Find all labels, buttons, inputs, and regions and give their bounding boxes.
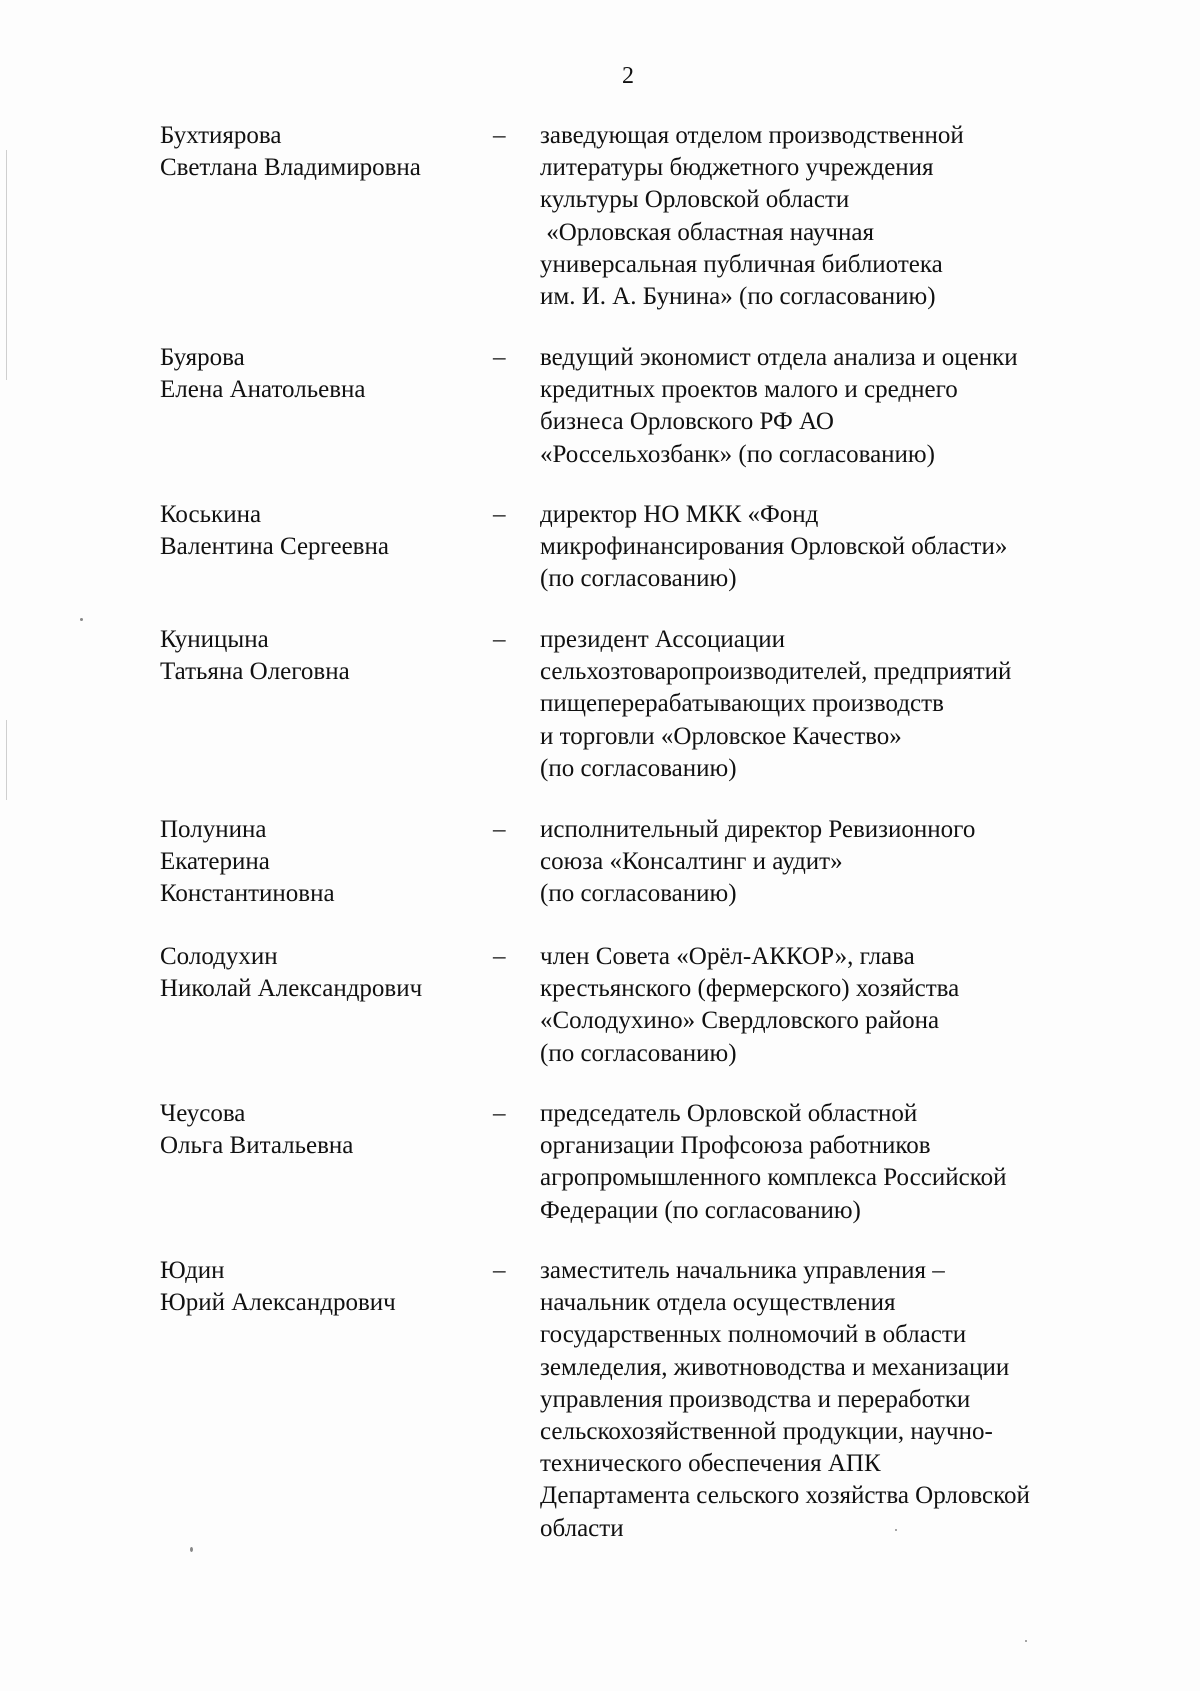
- member-name: [160, 941, 500, 1005]
- scan-speck: [190, 1547, 193, 1552]
- role-line: микрофинансирования Орловской области»: [540, 533, 1008, 561]
- role-line: (по согласованию): [540, 754, 737, 782]
- role-line: культуры Орловской области: [540, 186, 850, 214]
- member-patronymic: Константиновна: [160, 880, 335, 908]
- separator-dash: –: [493, 626, 506, 653]
- role-line: организации Профсоюза работников: [540, 1132, 931, 1160]
- role-line: заместитель начальника управления –: [540, 1257, 945, 1284]
- member-surname: Полунина: [160, 816, 267, 843]
- role-line: союза «Консалтинг и аудит»: [540, 848, 843, 876]
- role-line: Федерации (по согласованию): [540, 1196, 861, 1224]
- role-line: сельхозтоваропроизводителей, предприятий: [540, 658, 1012, 686]
- member-role: [540, 1098, 1120, 1227]
- member-name: [160, 1255, 500, 1319]
- member-name: [160, 499, 500, 563]
- role-line: и торговли «Орловское Качество»: [540, 722, 902, 750]
- role-line: пищеперерабатывающих производств: [540, 690, 944, 718]
- member-role: [540, 941, 1120, 1070]
- role-line: государственных полномочий в области: [540, 1321, 967, 1349]
- separator-dash: –: [493, 943, 506, 970]
- member-surname: Куницына: [160, 626, 269, 653]
- member-surname: Чеусова: [160, 1100, 246, 1127]
- member-given-names: Татьяна Олеговна: [160, 658, 350, 686]
- role-line: «Россельхозбанк» (по согласованию): [540, 440, 935, 468]
- role-line: агропромышленного комплекса Российской: [540, 1164, 1007, 1192]
- member-name: [160, 1098, 500, 1162]
- scan-edge-artifact: [6, 150, 7, 380]
- role-line: президент Ассоциации: [540, 626, 786, 653]
- member-role: [540, 499, 1120, 596]
- separator-dash: –: [493, 501, 506, 528]
- role-line: «Солодухино» Свердловского района: [540, 1007, 940, 1035]
- member-given-names: Николай Александрович: [160, 975, 423, 1003]
- member-name: [160, 120, 500, 184]
- role-line: бизнеса Орловского РФ АО: [540, 408, 834, 436]
- member-given-names: Юрий Александрович: [160, 1289, 396, 1317]
- role-line: член Совета «Орёл-АККОР», глава: [540, 943, 915, 970]
- member-given-names: Екатерина: [160, 848, 270, 876]
- member-role: [540, 624, 1120, 785]
- scan-speck: [1025, 1640, 1027, 1642]
- member-surname: Буярова: [160, 344, 245, 371]
- role-line: литературы бюджетного учреждения: [540, 154, 934, 182]
- role-line: технического обеспечения АПК: [540, 1450, 881, 1478]
- role-line: директор НО МКК «Фонд: [540, 501, 819, 528]
- member-surname: Бухтиярова: [160, 122, 282, 149]
- role-line: «Орловская областная научная: [540, 218, 874, 246]
- role-line: земледелия, животноводства и механизации: [540, 1353, 1010, 1381]
- role-line: (по согласованию): [540, 1039, 737, 1067]
- member-given-names: Елена Анатольевна: [160, 376, 366, 404]
- role-line: заведующая отделом производственной: [540, 122, 964, 149]
- role-line: Департамента сельского хозяйства Орловской: [540, 1482, 1030, 1510]
- member-role: [540, 1255, 1120, 1545]
- member-surname: Юдин: [160, 1257, 225, 1284]
- member-name: [160, 342, 500, 406]
- scan-edge-artifact: [6, 720, 7, 800]
- role-line: председатель Орловской областной: [540, 1100, 918, 1127]
- role-line: сельскохозяйственной продукции, научно-: [540, 1418, 993, 1446]
- role-line: (по согласованию): [540, 880, 737, 908]
- role-line: ведущий экономист отдела анализа и оценки: [540, 344, 1018, 371]
- page-number: 2: [622, 63, 634, 89]
- member-given-names: Валентина Сергеевна: [160, 533, 389, 561]
- scan-speck: [80, 618, 83, 621]
- member-role: [540, 120, 1120, 313]
- role-line: исполнительный директор Ревизионного: [540, 816, 976, 843]
- role-line: крестьянского (фермерского) хозяйства: [540, 975, 960, 1003]
- role-line: начальник отдела осуществления: [540, 1289, 896, 1317]
- member-role: [540, 814, 1120, 911]
- role-line: кредитных проектов малого и среднего: [540, 376, 958, 404]
- role-line: области: [540, 1514, 624, 1542]
- role-line: управления производства и переработки: [540, 1385, 971, 1413]
- separator-dash: –: [493, 1257, 506, 1284]
- member-surname: Коськина: [160, 501, 262, 528]
- role-line: им. И. А. Бунина» (по согласованию): [540, 283, 936, 311]
- separator-dash: –: [493, 816, 506, 843]
- member-given-names: Ольга Витальевна: [160, 1132, 354, 1160]
- role-line: универсальная публичная библиотека: [540, 250, 943, 278]
- member-role: [540, 342, 1120, 471]
- member-name: [160, 624, 500, 688]
- separator-dash: –: [493, 1100, 506, 1127]
- separator-dash: –: [493, 344, 506, 371]
- separator-dash: –: [493, 122, 506, 149]
- member-name: [160, 814, 500, 911]
- role-line: (по согласованию): [540, 565, 737, 593]
- member-surname: Солодухин: [160, 943, 278, 970]
- member-given-names: Светлана Владимировна: [160, 154, 421, 182]
